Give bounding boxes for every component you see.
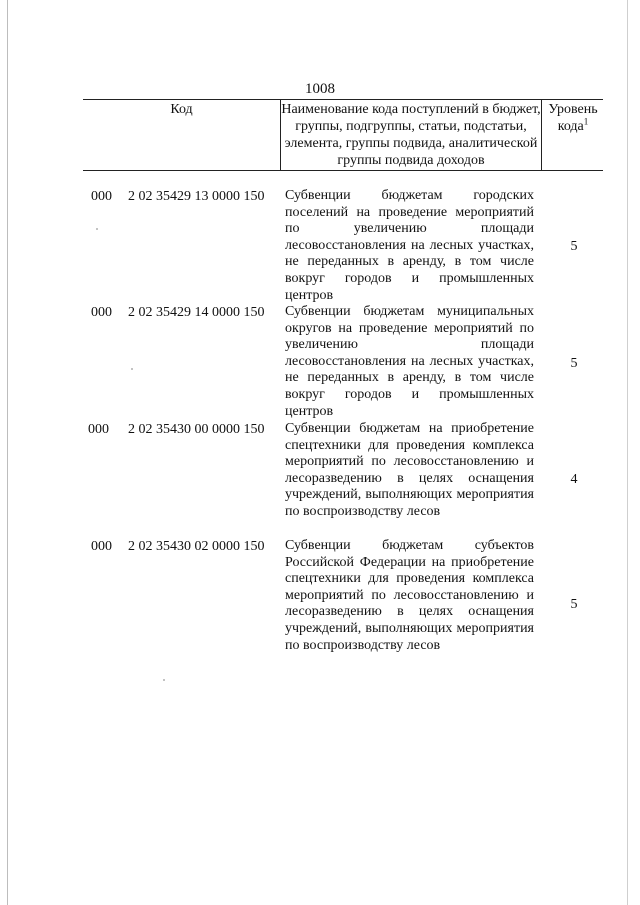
page-number: 1008: [305, 81, 335, 97]
scan-page-edge-left: [7, 0, 8, 905]
income-level: 4: [570, 472, 578, 487]
header-level-footnote: 1: [583, 116, 589, 127]
header-name: Наименование кода поступлений в бюджет, группы, подгруппы, статьи, подстатьи, элемента, группы подвида, аналитической группы подвида доходов: [281, 102, 541, 168]
header-level-label: Уровень кода: [548, 102, 598, 134]
income-name: Субвенции бюджетам муниципальных округов на проведение мероприятий по увеличению площади лесовосстановления на лесных участках, не переданных в аренду, в том числе вокруг городов и промышленных центров: [285, 304, 534, 419]
income-name: Субвенции бюджетам субъектов Российской Федерации на приобретение спецтехники для проведения комплекса мероприятий по лесовосстановлению и лесоразведению в целях оснащения учреждений, выполняющих мероприятия по воспроизводству лесов: [285, 538, 534, 653]
header-level: [542, 101, 604, 135]
admin-code: 000: [91, 539, 112, 554]
scan-page-edge-right: [627, 0, 628, 905]
income-level: 5: [570, 597, 578, 612]
income-code: 2 02 35429 14 0000 150: [128, 305, 265, 320]
admin-code: 000: [88, 422, 109, 437]
income-level: 5: [570, 356, 578, 371]
scan-speck: [131, 368, 133, 370]
admin-code: 000: [91, 305, 112, 320]
scan-speck: [163, 679, 165, 681]
income-code: 2 02 35430 02 0000 150: [128, 539, 265, 554]
admin-code: 000: [91, 189, 112, 204]
scan-speck: [96, 228, 98, 230]
income-level: 5: [570, 239, 578, 254]
income-code: 2 02 35430 00 0000 150: [128, 422, 265, 437]
income-name: Субвенции бюджетам городских поселений на проведение мероприятий по увеличению площади лесовосстановления на лесных участках, не переданных в аренду, в том числе вокруг городов и промышленных центров: [285, 188, 534, 303]
income-code: 2 02 35429 13 0000 150: [128, 189, 265, 204]
header-code: Код: [170, 102, 193, 117]
income-name: Субвенции бюджетам на приобретение спецтехники для проведения комплекса мероприятий по лесовосстановлению и лесоразведению в целях оснащения учреждений, выполняющих мероприятия по воспроизводству лесов: [285, 421, 534, 519]
